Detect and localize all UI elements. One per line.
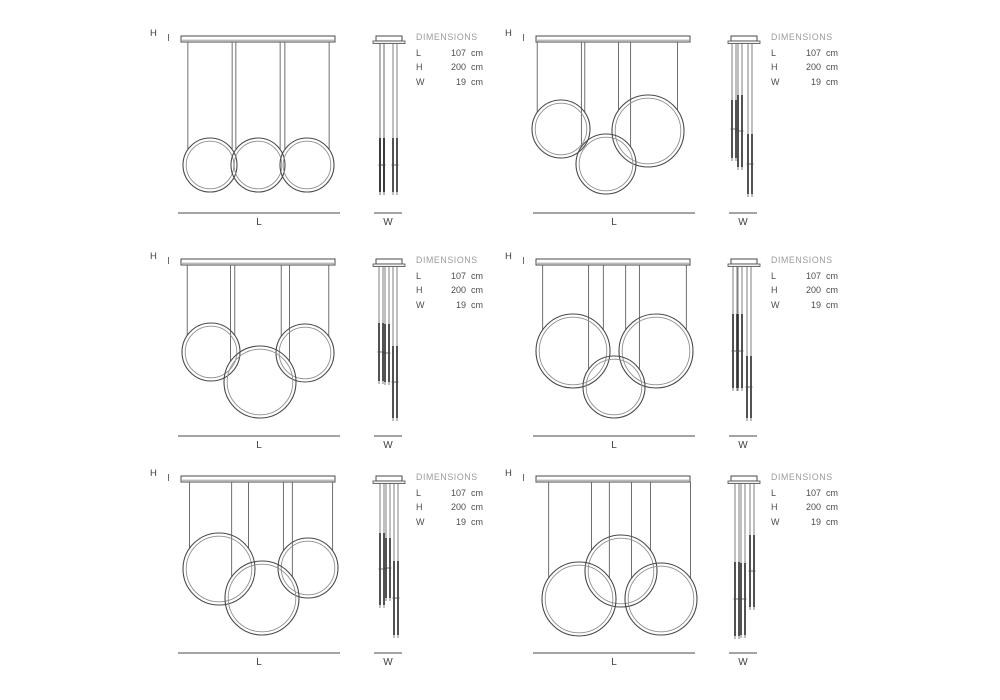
dimensions-title: DIMENSIONS — [416, 472, 478, 482]
height-label: H — [150, 468, 158, 479]
length-label: L — [256, 657, 262, 668]
length-label: L — [611, 440, 617, 451]
dimensions-rows — [416, 486, 486, 529]
dimension-row — [771, 298, 841, 312]
ring-inner — [579, 137, 633, 191]
side-canopy — [731, 259, 757, 264]
ring-outer — [278, 538, 338, 598]
height-tick-line — [523, 474, 524, 481]
side-canopy-flange — [728, 264, 760, 267]
dimension-label: W — [771, 299, 780, 310]
dimensions-title: DIMENSIONS — [416, 32, 478, 42]
dimension-value: 200 — [805, 62, 821, 73]
dimension-value: 19 — [455, 516, 466, 527]
ring-outer — [280, 138, 334, 192]
dimensions-title: DIMENSIONS — [771, 32, 833, 42]
ceiling-bar — [536, 476, 690, 482]
dimension-value: 107 — [450, 488, 466, 498]
lamp-variant-panel-4 — [503, 248, 858, 473]
width-label: W — [738, 440, 748, 451]
ring-inner — [279, 327, 331, 379]
height-label: H — [505, 251, 513, 262]
ring-outer — [585, 535, 657, 607]
length-label: L — [256, 217, 262, 228]
side-canopy-flange — [373, 264, 405, 267]
ring-inner — [539, 317, 607, 385]
dimension-row — [416, 283, 486, 297]
dimension-value: 107 — [450, 271, 466, 281]
dimension-value: 19 — [810, 516, 821, 527]
dimensions-title: DIMENSIONS — [416, 255, 478, 265]
ring-outer — [619, 314, 693, 388]
height-tick-line — [523, 34, 524, 41]
dimension-value: 19 — [810, 299, 821, 310]
dimension-value: 19 — [455, 76, 466, 87]
length-label: L — [611, 657, 617, 668]
ring-inner — [615, 98, 681, 164]
ring-inner — [545, 565, 613, 633]
dimensions-block — [771, 255, 841, 312]
dimension-row — [771, 486, 841, 500]
dimension-unit: cm — [471, 299, 483, 310]
dimension-unit: cm — [826, 516, 838, 527]
dimension-row — [771, 283, 841, 297]
ceiling-bar — [536, 259, 690, 265]
ring-outer — [231, 138, 285, 192]
side-canopy-flange — [728, 481, 760, 484]
dimension-unit: cm — [826, 62, 838, 73]
lamp-variant-panel-6 — [503, 465, 858, 690]
ring-inner — [227, 349, 293, 415]
dimension-unit: cm — [471, 488, 483, 498]
dimensions-block — [416, 32, 486, 89]
height-tick-line — [168, 257, 169, 264]
dimension-value: 107 — [805, 488, 821, 498]
dimension-unit: cm — [826, 76, 838, 87]
dimension-row — [416, 298, 486, 312]
dimensions-block — [416, 472, 486, 529]
ring-outer — [612, 95, 684, 167]
ring-inner — [234, 141, 282, 189]
dimension-unit: cm — [826, 48, 838, 58]
width-label: W — [383, 657, 393, 668]
ring-outer — [224, 346, 296, 418]
dimensions-block — [771, 472, 841, 529]
dimension-row — [416, 486, 486, 500]
dimension-unit: cm — [826, 488, 838, 498]
side-canopy — [376, 259, 402, 264]
lamp-variant-panel-5 — [148, 465, 503, 690]
dimension-label: H — [416, 62, 423, 73]
ring-inner — [228, 564, 296, 632]
ring-outer — [183, 138, 237, 192]
ceiling-bar — [181, 476, 335, 482]
dimension-value: 107 — [805, 48, 821, 58]
dimension-label: L — [416, 271, 422, 281]
dimension-row — [771, 46, 841, 60]
dimension-row — [416, 46, 486, 60]
dimension-unit: cm — [471, 76, 483, 87]
ring-outer — [583, 356, 645, 418]
ring-inner — [622, 317, 690, 385]
dimensions-title: DIMENSIONS — [771, 255, 833, 265]
ring-inner — [281, 541, 335, 595]
dimension-label: L — [771, 48, 777, 58]
dimension-label: W — [771, 516, 780, 527]
dimension-value: 107 — [450, 48, 466, 58]
width-label: W — [738, 657, 748, 668]
dimension-value: 19 — [810, 76, 821, 87]
lamp-variant-panel-3 — [148, 248, 503, 473]
ceiling-bar — [536, 36, 690, 42]
height-label: H — [505, 468, 513, 479]
dimension-unit: cm — [471, 516, 483, 527]
dimension-label: H — [771, 502, 778, 513]
dimension-row — [416, 60, 486, 74]
dimension-unit: cm — [471, 62, 483, 73]
ring-outer — [182, 323, 240, 381]
lamp-variant-panel-1 — [148, 25, 503, 250]
ring-outer — [542, 562, 616, 636]
height-tick-line — [168, 474, 169, 481]
lamp-variant-panel-2 — [503, 25, 858, 250]
side-canopy — [731, 476, 757, 481]
dimension-row — [416, 515, 486, 529]
side-canopy — [731, 36, 757, 41]
length-label: L — [256, 440, 262, 451]
dimension-row — [416, 269, 486, 283]
dimensions-rows — [416, 269, 486, 312]
dimension-unit: cm — [471, 285, 483, 296]
dimension-label: H — [416, 285, 423, 296]
dimension-value: 200 — [805, 285, 821, 296]
dimensions-block — [416, 255, 486, 312]
dimension-row — [771, 269, 841, 283]
width-label: W — [383, 440, 393, 451]
ring-outer — [225, 561, 299, 635]
dimension-row — [771, 515, 841, 529]
dimension-label: L — [416, 488, 422, 498]
dimensions-block — [771, 32, 841, 89]
side-canopy-flange — [373, 481, 405, 484]
dimension-label: W — [771, 76, 780, 87]
ring-inner — [283, 141, 331, 189]
dimension-row — [771, 60, 841, 74]
ring-outer — [625, 563, 697, 635]
side-canopy — [376, 36, 402, 41]
dimension-label: H — [416, 502, 423, 513]
ceiling-bar — [181, 36, 335, 42]
dimension-unit: cm — [471, 271, 483, 281]
dimension-unit: cm — [826, 299, 838, 310]
ring-outer — [276, 324, 334, 382]
dimension-row — [416, 75, 486, 89]
ceiling-bar — [181, 259, 335, 265]
dimension-label: W — [416, 516, 425, 527]
width-label: W — [738, 217, 748, 228]
dimensions-rows — [771, 46, 841, 89]
height-label: H — [150, 251, 158, 262]
dimension-label: L — [771, 488, 777, 498]
dimension-value: 107 — [805, 271, 821, 281]
dimension-unit: cm — [826, 271, 838, 281]
ring-outer — [536, 314, 610, 388]
width-label: W — [383, 217, 393, 228]
height-tick-line — [168, 34, 169, 41]
dimension-label: L — [771, 271, 777, 281]
side-canopy-flange — [728, 41, 760, 44]
dimension-unit: cm — [471, 48, 483, 58]
dimensions-rows — [416, 46, 486, 89]
dimensions-title: DIMENSIONS — [771, 472, 833, 482]
dimension-value: 200 — [450, 62, 466, 73]
dimensions-rows — [771, 269, 841, 312]
height-label: H — [150, 28, 158, 39]
dimension-label: W — [416, 76, 425, 87]
ring-outer — [576, 134, 636, 194]
dimension-unit: cm — [826, 502, 838, 513]
ring-inner — [186, 141, 234, 189]
side-canopy-flange — [373, 41, 405, 44]
dimension-label: W — [416, 299, 425, 310]
dimension-row — [771, 500, 841, 514]
side-canopy — [376, 476, 402, 481]
length-label: L — [611, 217, 617, 228]
dimension-unit: cm — [471, 502, 483, 513]
dimension-unit: cm — [826, 285, 838, 296]
height-tick-line — [523, 257, 524, 264]
dimension-value: 200 — [805, 502, 821, 513]
dimension-value: 19 — [455, 299, 466, 310]
dimension-label: H — [771, 285, 778, 296]
dimension-label: H — [771, 62, 778, 73]
dimension-row — [416, 500, 486, 514]
dimension-row — [771, 75, 841, 89]
ring-inner — [186, 536, 252, 602]
height-label: H — [505, 28, 513, 39]
dimension-value: 200 — [450, 502, 466, 513]
dimension-label: L — [416, 48, 422, 58]
dimension-value: 200 — [450, 285, 466, 296]
dimensions-rows — [771, 486, 841, 529]
ring-inner — [535, 103, 587, 155]
ring-inner — [586, 359, 642, 415]
